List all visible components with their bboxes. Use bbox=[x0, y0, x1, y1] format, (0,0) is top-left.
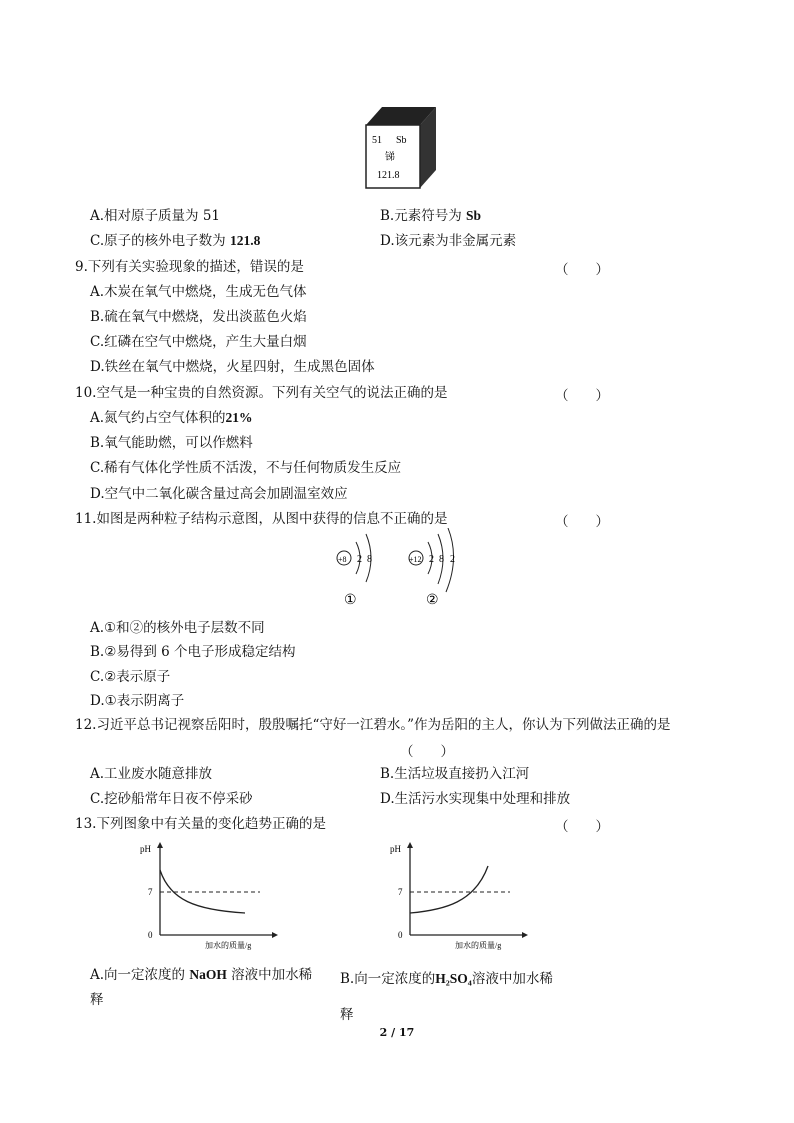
element-name: 锑 bbox=[385, 152, 395, 163]
q9-option-c[interactable]: C.红磷在空气中燃烧，产生大量白烟 bbox=[90, 334, 307, 350]
q11-option-b[interactable]: B.②易得到 6 个电子形成稳定结构 bbox=[90, 644, 296, 660]
q8-option-b[interactable]: B.元素符号为 Sb bbox=[380, 208, 482, 224]
q10-option-c[interactable]: C.稀有气体化学性质不活泼，不与任何物质发生反应 bbox=[90, 460, 402, 476]
q13-answer-blank[interactable]: （ ） bbox=[555, 819, 609, 835]
svg-text:②: ② bbox=[426, 593, 439, 608]
q11-stem: 11.如图是两种粒子结构示意图，从图中获得的信息不正确的是 bbox=[75, 511, 448, 527]
svg-text:0: 0 bbox=[148, 930, 153, 940]
q13-option-b[interactable]: B.向一定浓度的H₂SO₄溶液中加水稀 bbox=[340, 971, 553, 987]
q11-answer-blank[interactable]: （ ） bbox=[555, 514, 609, 530]
q10-answer-blank[interactable]: （ ） bbox=[555, 388, 609, 404]
svg-text:+12: +12 bbox=[409, 555, 422, 564]
q11-option-a[interactable]: A.①和②的核外电子层数不同 bbox=[90, 620, 265, 636]
q12-option-c[interactable]: C.挖砂船常年日夜不停采砂 bbox=[90, 791, 253, 807]
q13-graph-b bbox=[390, 840, 530, 950]
particle-1 bbox=[337, 534, 372, 608]
q8-option-d[interactable]: D.该元素为非金属元素 bbox=[380, 233, 517, 249]
q13-stem: 13.下列图象中有关量的变化趋势正确的是 bbox=[75, 816, 326, 832]
svg-text:0: 0 bbox=[398, 930, 403, 940]
q13-option-a-cont: 释 bbox=[90, 992, 104, 1008]
svg-text:2: 2 bbox=[429, 554, 434, 565]
svg-text:pH: pH bbox=[390, 844, 401, 854]
q9-option-b[interactable]: B.硫在氧气中燃烧，发出淡蓝色火焰 bbox=[90, 309, 307, 325]
element-symbol: Sb bbox=[396, 135, 407, 146]
q9-answer-blank[interactable]: （ ） bbox=[555, 262, 609, 278]
particle-structure-diagram bbox=[330, 528, 470, 610]
q10-option-a[interactable]: A.氮气约占空气体积的21% bbox=[90, 410, 253, 426]
q9-option-a[interactable]: A.木炭在氧气中燃烧，生成无色气体 bbox=[90, 284, 307, 300]
q11-option-c[interactable]: C.②表示原子 bbox=[90, 669, 171, 685]
q11-option-d[interactable]: D.①表示阴离子 bbox=[90, 693, 185, 709]
q12-option-d[interactable]: D.生活污水实现集中处理和排放 bbox=[380, 791, 571, 807]
q13-option-a[interactable]: A.向一定浓度的 NaOH 溶液中加水稀 bbox=[90, 967, 313, 983]
q10-stem: 10.空气是一种宝贵的自然资源。下列有关空气的说法正确的是 bbox=[75, 385, 448, 401]
svg-text:8: 8 bbox=[367, 554, 372, 565]
svg-text:8: 8 bbox=[439, 554, 444, 565]
svg-text:7: 7 bbox=[148, 887, 153, 897]
q10-option-b[interactable]: B.氧气能助燃，可以作燃料 bbox=[90, 435, 253, 451]
svg-text:①: ① bbox=[344, 593, 357, 608]
q9-stem: 9.下列有关实验现象的描述，错误的是 bbox=[75, 259, 304, 275]
q13-option-b-cont: 释 bbox=[340, 1007, 354, 1023]
q12-option-a[interactable]: A.工业废水随意排放 bbox=[90, 766, 213, 782]
svg-text:pH: pH bbox=[140, 844, 151, 854]
q12-option-b[interactable]: B.生活垃圾直接扔入江河 bbox=[380, 766, 530, 782]
q12-answer-blank[interactable]: （ ） bbox=[400, 744, 454, 760]
element-card-figure bbox=[360, 100, 440, 192]
q8-option-c[interactable]: C.原子的核外电子数为 121.8 bbox=[90, 233, 261, 249]
svg-text:加水的质量/g: 加水的质量/g bbox=[455, 941, 502, 950]
svg-text:加水的质量/g: 加水的质量/g bbox=[205, 941, 252, 950]
q9-option-d[interactable]: D.铁丝在氧气中燃烧，火星四射，生成黑色固体 bbox=[90, 359, 375, 375]
particle-2 bbox=[409, 528, 455, 608]
svg-text:2: 2 bbox=[357, 554, 362, 565]
q10-option-d[interactable]: D.空气中二氧化碳含量过高会加剧温室效应 bbox=[90, 486, 348, 502]
svg-text:+8: +8 bbox=[338, 555, 347, 564]
svg-text:7: 7 bbox=[398, 887, 403, 897]
page-number: 2 / 17 bbox=[379, 1026, 415, 1039]
q12-stem: 12.习近平总书记视察岳阳时，殷殷嘱托“守好一江碧水。”作为岳阳的主人，你认为下列做法正确的是 bbox=[75, 717, 671, 733]
q13-graph-a bbox=[140, 840, 280, 950]
svg-text:2: 2 bbox=[450, 554, 455, 565]
element-number: 51 bbox=[372, 135, 382, 146]
q8-option-a[interactable]: A.相对原子质量为 51 bbox=[90, 208, 221, 224]
element-mass: 121.8 bbox=[377, 170, 400, 181]
